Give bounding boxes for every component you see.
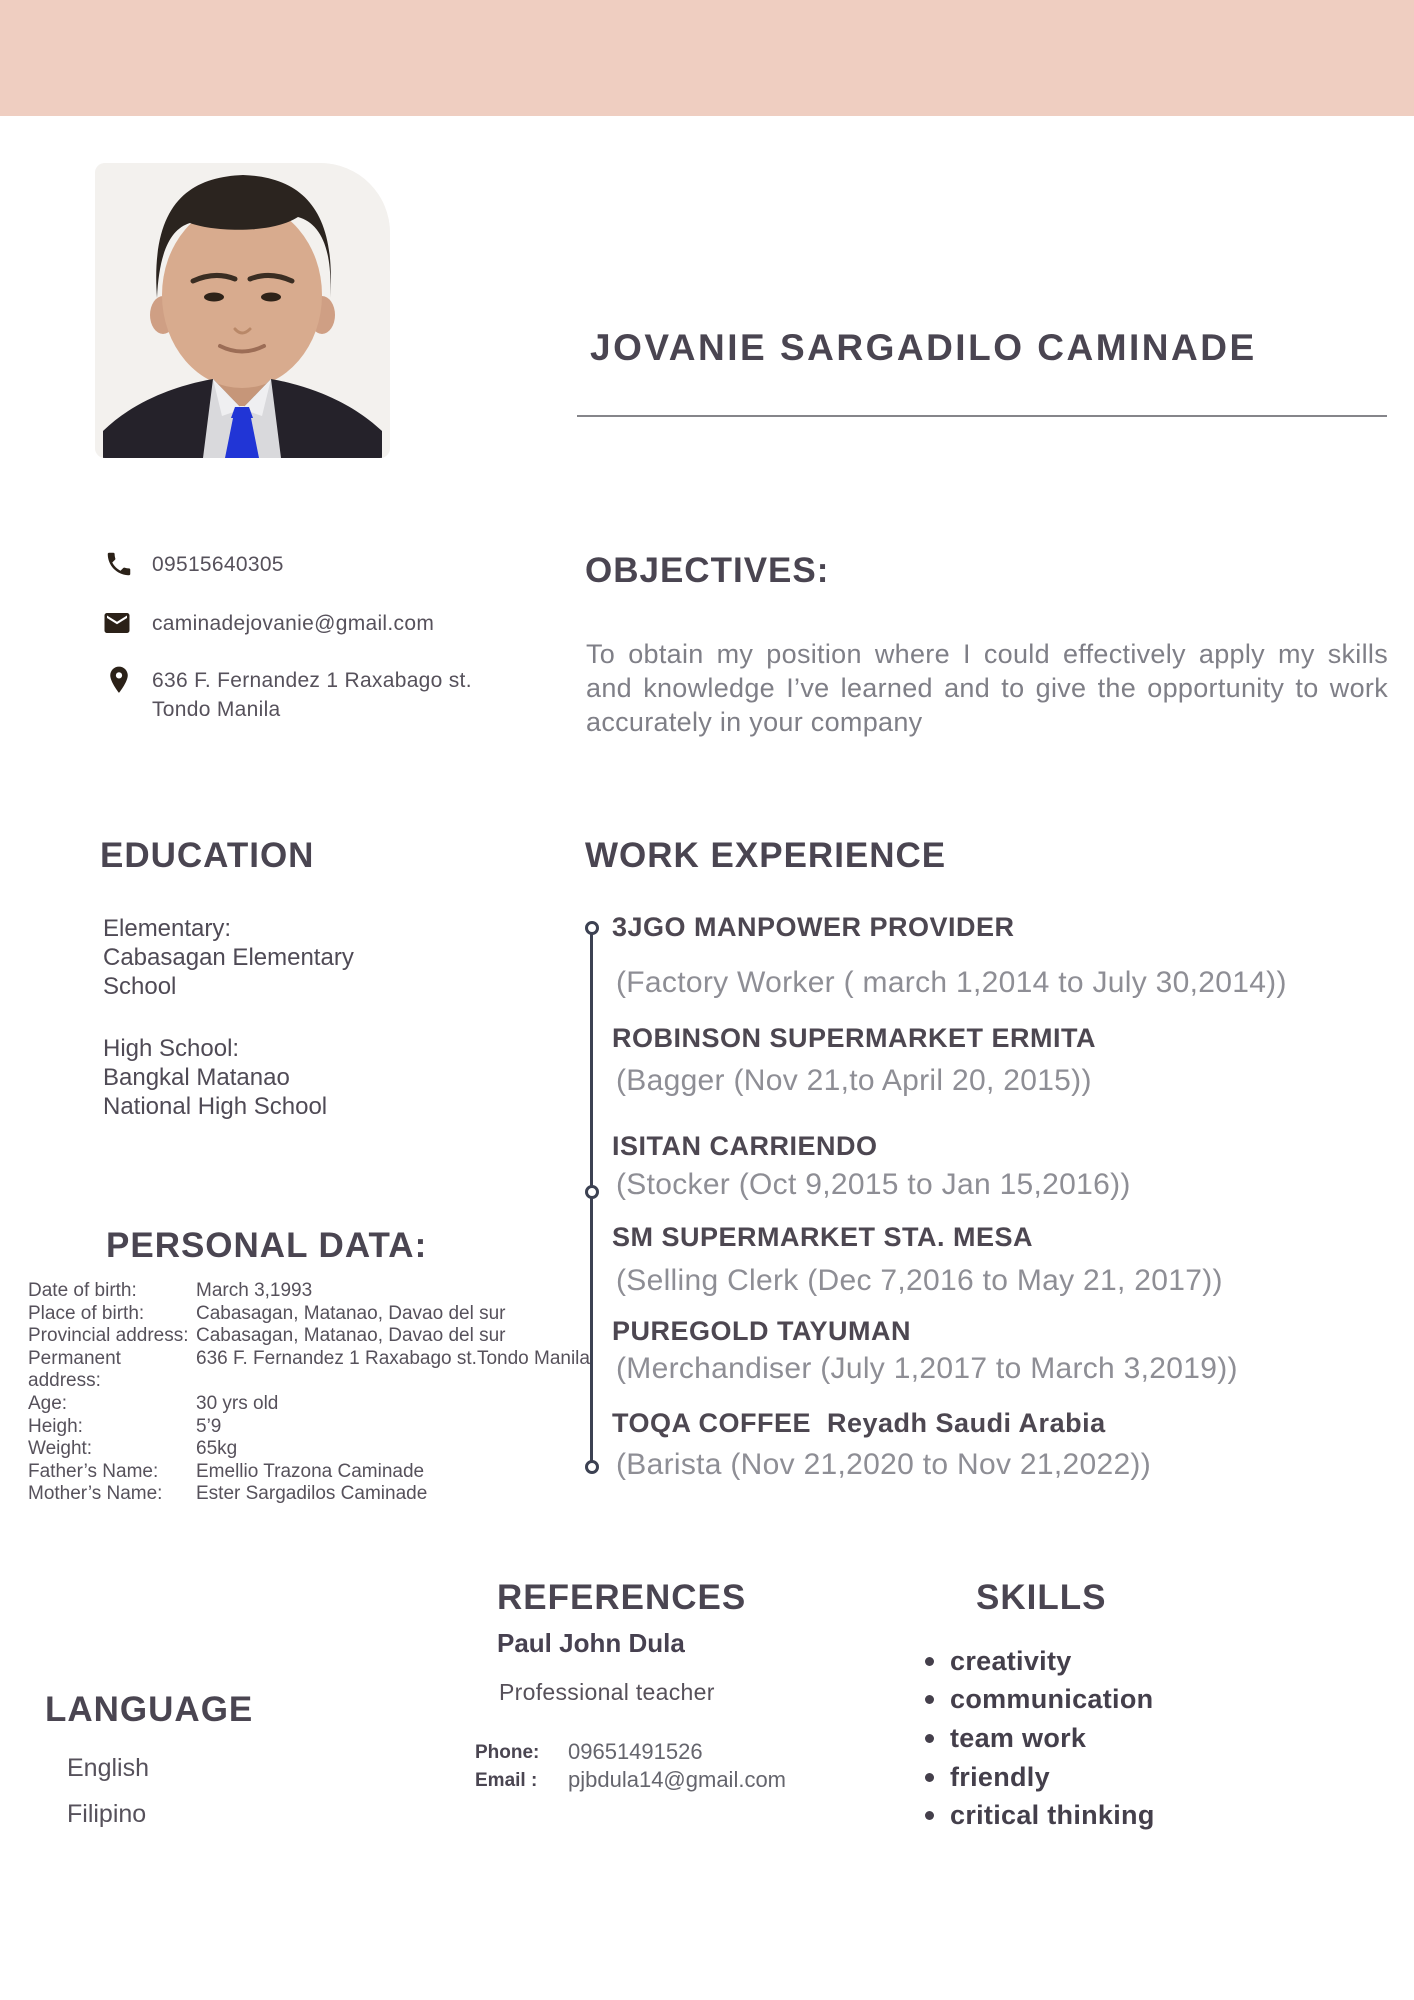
skill-item xyxy=(925,1719,1155,1758)
personal-value: Cabasagan, Matanao, Davao del sur xyxy=(196,1302,506,1324)
personal-row xyxy=(28,1325,590,1348)
phone-icon xyxy=(104,549,134,579)
bullet-icon xyxy=(925,1734,934,1743)
education-line: Cabasagan Elementary xyxy=(103,944,354,971)
work-company: SM SUPERMARKET STA. MESA xyxy=(612,1222,1034,1252)
work-company: ROBINSON SUPERMARKET ERMITA xyxy=(612,1023,1097,1053)
language-list xyxy=(67,1745,149,1837)
personal-row xyxy=(28,1483,590,1506)
location-icon xyxy=(104,664,134,694)
personal-value: 5’9 xyxy=(196,1415,222,1437)
skill-item xyxy=(925,1796,1155,1835)
education-title: EDUCATION xyxy=(100,836,315,875)
personal-value: Emellio Trazona Caminade xyxy=(196,1460,425,1482)
profile-photo xyxy=(95,163,390,458)
personal-value: Ester Sargadilos Caminade xyxy=(196,1483,428,1505)
personal-label: Heigh: xyxy=(28,1415,83,1437)
person-name: JOVANIE SARGADILO CAMINADE xyxy=(590,327,1257,368)
objectives-body: To obtain my position where I could effectively apply my skills and knowledge I’ve learned and to give the opportunity to work accurately in your company xyxy=(586,639,1388,737)
personal-label: Date of birth: xyxy=(28,1280,137,1301)
reference-email: pjbdula14@gmail.com xyxy=(568,1767,787,1792)
reference-email-label: Email : xyxy=(475,1770,538,1791)
work-company: TOQA COFFEE Reyadh Saudi Arabia xyxy=(612,1408,1106,1438)
personal-value: 65kg xyxy=(196,1438,238,1460)
personal-row xyxy=(28,1303,590,1326)
work-experience-title: WORK EXPERIENCE xyxy=(585,836,947,875)
personal-label: Place of birth: xyxy=(28,1302,145,1324)
work-company: ISITAN CARRIENDO xyxy=(612,1131,878,1161)
skill-label: friendly xyxy=(950,1761,1050,1792)
bullet-icon xyxy=(925,1773,934,1782)
education-line: High School: xyxy=(103,1035,240,1062)
work-role: (Stocker (Oct 9,2015 to Jan 15,2016)) xyxy=(616,1168,1131,1201)
skill-label: critical thinking xyxy=(950,1800,1155,1831)
personal-row xyxy=(28,1461,590,1484)
personal-data-table xyxy=(28,1280,590,1506)
email-address: caminadejovanie@gmail.com xyxy=(152,612,435,635)
skill-label: creativity xyxy=(950,1645,1072,1676)
timeline-dot xyxy=(585,921,599,935)
personal-label: Father’s Name: xyxy=(28,1460,159,1482)
personal-label: Age: xyxy=(28,1392,68,1414)
address-line-2: Tondo Manila xyxy=(152,698,281,721)
education-line: National High School xyxy=(103,1093,328,1120)
education-highschool xyxy=(103,1034,327,1121)
personal-value: 30 yrs old xyxy=(196,1392,279,1414)
portrait-illustration xyxy=(95,163,390,458)
bullet-icon xyxy=(925,1657,934,1666)
personal-row xyxy=(28,1416,590,1439)
references-title: REFERENCES xyxy=(497,1578,747,1617)
address xyxy=(152,666,472,724)
reference-phone: 09651491526 xyxy=(568,1739,703,1764)
personal-label: Mother’s Name: xyxy=(28,1483,163,1505)
personal-value: Cabasagan, Matanao, Davao del sur xyxy=(196,1325,506,1347)
reference-occupation: Professional teacher xyxy=(499,1679,715,1705)
work-role: (Factory Worker ( march 1,2014 to July 30,2014)) xyxy=(616,966,1287,999)
language-item: Filipino xyxy=(67,1800,147,1828)
education-line: Elementary: xyxy=(103,915,232,942)
skill-label: team work xyxy=(950,1722,1087,1753)
bullet-icon xyxy=(925,1695,934,1704)
personal-row xyxy=(28,1393,590,1416)
education-line: School xyxy=(103,973,177,1000)
work-role: (Merchandiser (July 1,2017 to March 3,2019)) xyxy=(616,1352,1238,1385)
objectives-title: OBJECTIVES: xyxy=(585,551,830,590)
education-elementary xyxy=(103,914,354,1001)
education-line: Bangkal Matanao xyxy=(103,1064,290,1091)
skills-list xyxy=(925,1642,1155,1835)
personal-value: 636 F. Fernandez 1 Raxabago st.Tondo Manila xyxy=(196,1347,590,1369)
work-role: (Selling Clerk (Dec 7,2016 to May 21, 2017)) xyxy=(616,1264,1223,1297)
work-company: 3JGO MANPOWER PROVIDER xyxy=(612,912,1015,942)
personal-row xyxy=(28,1280,590,1303)
personal-value: March 3,1993 xyxy=(196,1280,313,1301)
header-band xyxy=(0,0,1414,116)
skill-label: communication xyxy=(950,1684,1154,1715)
personal-row xyxy=(28,1438,590,1461)
timeline-dot xyxy=(585,1185,599,1199)
name-underline xyxy=(577,415,1387,417)
reference-name: Paul John Dula xyxy=(497,1628,685,1658)
personal-data-title: PERSONAL DATA: xyxy=(106,1226,428,1265)
skills-title: SKILLS xyxy=(976,1578,1107,1617)
work-role: (Bagger (Nov 21,to April 20, 2015)) xyxy=(616,1064,1092,1097)
language-title: LANGUAGE xyxy=(45,1690,254,1729)
address-line-1: 636 F. Fernandez 1 Raxabago st. xyxy=(152,669,472,692)
personal-label: Weight: xyxy=(28,1438,93,1460)
personal-label: Provincial address: xyxy=(28,1325,189,1347)
language-item: English xyxy=(67,1754,149,1782)
work-company: PUREGOLD TAYUMAN xyxy=(612,1316,912,1346)
work-role: (Barista (Nov 21,2020 to Nov 21,2022)) xyxy=(616,1448,1152,1481)
personal-row xyxy=(28,1348,590,1393)
phone-number: 09515640305 xyxy=(152,553,284,576)
mail-icon xyxy=(102,608,132,638)
skill-item xyxy=(925,1642,1155,1681)
personal-label: Permanent address: xyxy=(28,1347,121,1392)
reference-phone-label: Phone: xyxy=(475,1742,540,1763)
bullet-icon xyxy=(925,1811,934,1820)
skill-item xyxy=(925,1681,1155,1720)
skill-item xyxy=(925,1758,1155,1797)
